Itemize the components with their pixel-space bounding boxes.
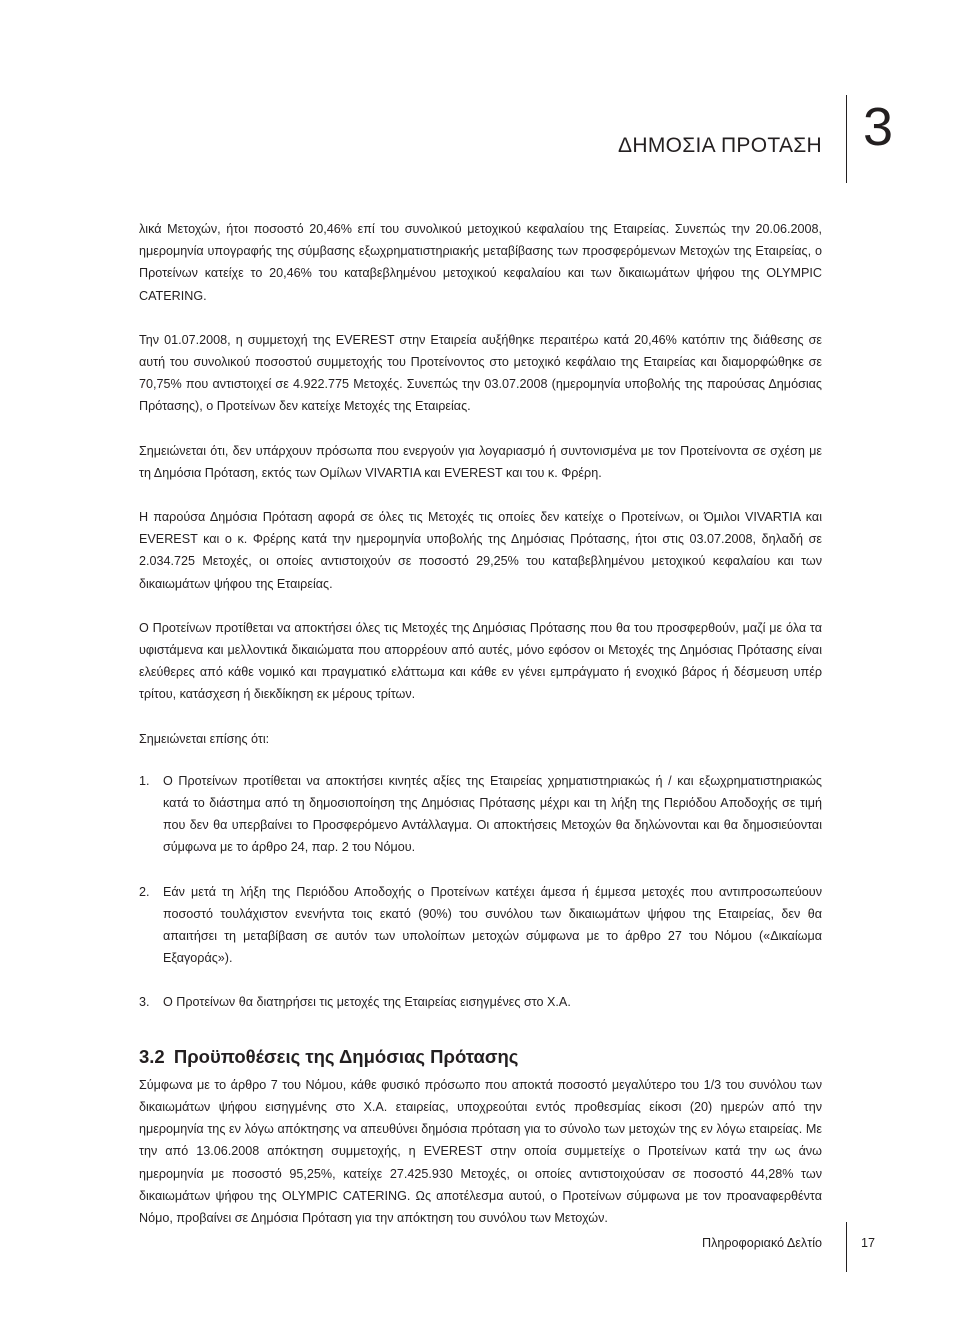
paragraph-offer-scope: Η παρούσα Δημόσια Πρόταση αφορά σε όλες τις Μετοχές τις οποίες δεν κατείχε ο Προτείνων, οι Όμιλοι VIVARTIA και EVEREST και ο κ. Φρέρης κατά την ημερομηνία υποβολής της Δημόσιας Πρότασης, ήτοι στις 03.07.2008, δηλαδή σε 2.034.725 Μετοχές, οι οποίες αντιστοιχούν σε ποσοστό 29,25% του καταβεβλημένου μετοχικού κεφαλαίου και των δικαιωμάτων ψήφου της Εταιρείας. <box>139 510 822 591</box>
list-item <box>139 881 822 970</box>
page-number: 17 <box>860 1236 875 1250</box>
list-item-text: Ο Προτείνων θα διατηρήσει τις μετοχές της Εταιρείας εισηγμένες στο Χ.Α. <box>163 995 571 1010</box>
list-item-number: 1. <box>139 773 150 788</box>
list-item-text: Εάν μετά τη λήξη της Περιόδου Αποδοχής ο Προτείνων κατέχει άμεσα ή έμμεσα μετοχές που αντιπροσωπεύουν ποσοστό τουλάχιστον ενενήντα τοις εκατό (90%) του συνόλου των δικαιωμάτων ψήφου της Εταιρείας, δεν θα απαιτήσει τη μεταβίβαση σε αυτόν των υπολοίπων μετοχών σύμφωνα με το άρθρο 27 του Νόμου («Δικαίωμα Εξαγοράς»). <box>163 884 822 966</box>
list-item-number: 3. <box>139 995 150 1010</box>
paragraph-concerted-persons: Σημειώνεται ότι, δεν υπάρχουν πρόσωπα που ενεργούν για λογαριασμό ή συντονισμένα με τον Προτείνοντα σε σχέση με τη Δημόσια Πρόταση, εκτός των Ομίλων VIVARTIA και EVEREST και του κ. Φρέρη. <box>139 443 822 480</box>
header-divider <box>846 95 847 183</box>
paragraph-acquisition-intent: Ο Προτείνων προτίθεται να αποκτήσει όλες τις Μετοχές της Δημόσιας Πρότασης που θα του προσφερθούν, μαζί με όλα τα υφιστάμενα και μελλοντικά δικαιώματα που απορρέουν από αυτές, μόνο εφόσον οι Μετοχές της Δημόσιας Πρότασης είναι ελεύθερες από κάθε νομικό και πραγματικό ελάττωμα και κάθε εν γένει εμπράγματο ή ενοχικό βάρος ή δέσμευση υπέρ τρίτου, κατάσχεση ή διεκδίκηση εκ μέρους τρίτων. <box>139 620 822 702</box>
paragraph-continuation: λικά Μετοχών, ήτοι ποσοστό 20,46% επί του συνολικού μετοχικού κεφαλαίου της Εταιρείας. Συνεπώς την 20.06.2008, ημερομηνία υπογραφής της σύμβασης εξωχρηματιστηριακής μεταβίβασης των προσφερόμενων Μετοχών της Εταιρείας, ο Προτείνων κατείχε το 20,46% του καταβεβλημένου μετοχικού κεφαλαίου και των δικαιωμάτων ψήφου της OLYMPIC CATERING. <box>139 222 822 303</box>
paragraph-notes-intro: Σημειώνεται επίσης ότι: <box>139 731 270 746</box>
list-item <box>139 991 822 1013</box>
notes-list <box>139 770 822 1014</box>
page-body <box>139 218 822 1251</box>
section-heading <box>139 1044 822 1070</box>
chapter-number: 3 <box>862 97 894 157</box>
section-body: Σύμφωνα με το άρθρο 7 του Νόμου, κάθε φυσικό πρόσωπο που αποκτά ποσοστό μεγαλύτερο του 1/3 του συνόλου των δικαιωμάτων ψήφου εισηγμένης στο Χ.Α. εταιρείας, υποχρεούται εντός προθεσμίας είκοσι (20) ημερών από την ημερομηνία της εν λόγω απόκτησης να απευθύνει δημόσια πρόταση για το σύνολο των μετοχών της εν λόγω εταιρείας. Με την από 13.06.2008 απόκτηση συμμετοχής, η EVEREST στην οποία συμμετείχε ο Προτείνων κατά την ως άνω ημερομηνία με ποσοστό 95,25%, κατείχε 27.425.930 Μετοχές, οι οποίες αντιστοιχούσαν σε ποσοστό 44,28% των δικαιωμάτων ψήφου της OLYMPIC CATERING. Ως αποτέλεσμα αυτού, ο Προτείνων σύμφωνα με τον προαναφερθέντα Νόμο, προβαίνει σε Δημόσια Πρόταση για την απόκτηση του συνόλου των Μετοχών. <box>139 1077 822 1225</box>
list-item <box>139 770 822 859</box>
section-number: 3.2 <box>139 1045 165 1067</box>
section-title: Προϋποθέσεις της Δημόσιας Πρότασης <box>173 1045 519 1067</box>
list-item-number: 2. <box>139 884 150 899</box>
footer-divider <box>846 1222 847 1272</box>
list-item-text: Ο Προτείνων προτίθεται να αποκτήσει κινητές αξίες της Εταιρείας χρηματιστηριακώς ή / και εξωχρηματιστηριακώς κατά το διάστημα από τη δημοσιοποίηση της Δημόσιας Πρότασης μέχρι και τη λήξη της Περιόδου Αποδοχής σε τιμή που δεν θα υπερβαίνει το Προσφερόμενο Αντάλλαγμα. Οι αποκτήσεις Μετοχών θα δηλώνονται και θα δημοσιεύονται σύμφωνα με το άρθρο 24, παρ. 2 του Νόμου. <box>163 773 822 855</box>
chapter-title: ΔΗΜΟΣΙΑ ΠΡΟΤΑΣΗ <box>618 134 822 157</box>
paragraph-everest-stake: Την 01.07.2008, η συμμετοχή της EVEREST στην Εταιρεία αυξήθηκε περαιτέρω κατά 20,46% κατόπιν της διάθεσης σε αυτή του συνολικού ποσοστού συμμετοχής του Προτείνοντος στο μετοχικό κεφάλαιο της Εταιρείας και διαμορφώθηκε σε 70,75% που αντιστοιχεί σε 4.922.775 Μετοχές. Συνεπώς την 03.07.2008 (ημερομηνία υποβολής της παρούσας Δημόσιας Πρότασης), ο Προτείνων δεν κατείχε Μετοχές της Εταιρείας. <box>139 332 822 414</box>
document-label: Πληροφοριακό Δελτίο <box>701 1236 822 1250</box>
